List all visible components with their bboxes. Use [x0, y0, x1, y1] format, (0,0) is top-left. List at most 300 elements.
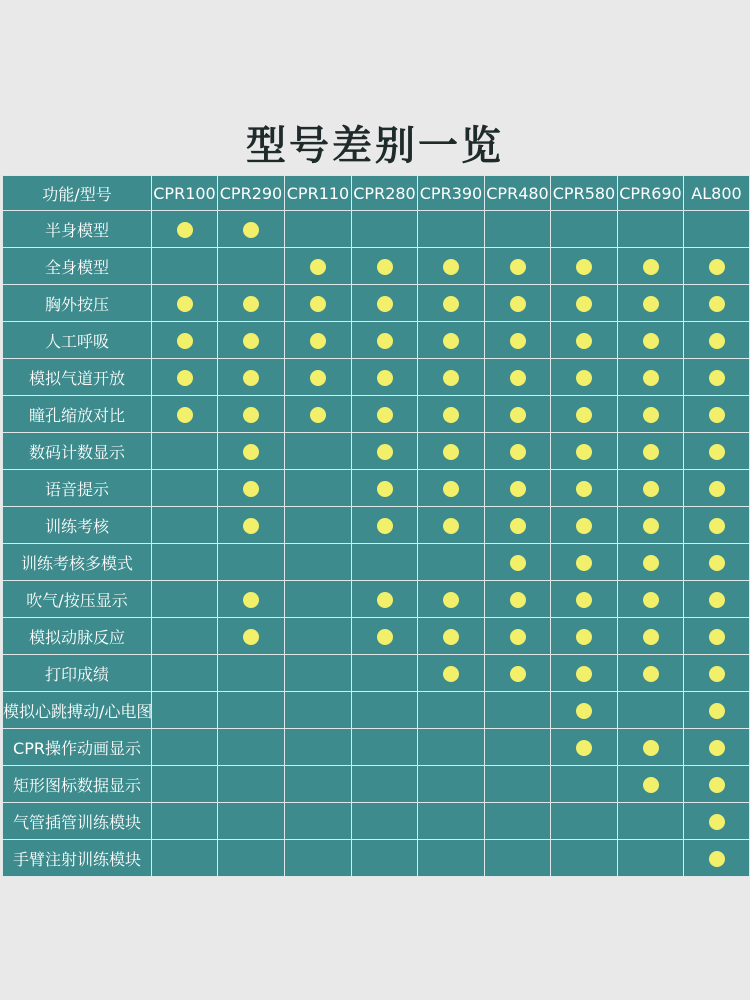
supported-dot-icon	[510, 407, 526, 423]
feature-cell	[551, 692, 618, 729]
feature-cell	[352, 285, 418, 322]
supported-dot-icon	[377, 444, 393, 460]
feature-cell	[684, 322, 750, 359]
feature-cell	[485, 470, 551, 507]
feature-cell	[485, 433, 551, 470]
supported-dot-icon	[377, 296, 393, 312]
feature-cell	[218, 433, 285, 470]
feature-cell	[218, 544, 285, 581]
feature-cell	[684, 581, 750, 618]
feature-label: 全身模型	[3, 248, 152, 285]
supported-dot-icon	[443, 259, 459, 275]
feature-cell	[352, 396, 418, 433]
supported-dot-icon	[709, 703, 725, 719]
supported-dot-icon	[709, 444, 725, 460]
feature-cell	[618, 581, 684, 618]
table-row	[3, 766, 750, 803]
feature-cell	[485, 655, 551, 692]
supported-dot-icon	[643, 666, 659, 682]
feature-label: 训练考核	[3, 507, 152, 544]
supported-dot-icon	[443, 333, 459, 349]
feature-label: 打印成绩	[3, 655, 152, 692]
feature-cell	[618, 655, 684, 692]
feature-cell	[618, 248, 684, 285]
feature-label: 训练考核多模式	[3, 544, 152, 581]
supported-dot-icon	[709, 518, 725, 534]
feature-cell	[485, 507, 551, 544]
model-header: CPR690	[618, 176, 684, 211]
supported-dot-icon	[377, 259, 393, 275]
supported-dot-icon	[709, 777, 725, 793]
supported-dot-icon	[643, 555, 659, 571]
supported-dot-icon	[709, 296, 725, 312]
supported-dot-icon	[443, 370, 459, 386]
supported-dot-icon	[510, 259, 526, 275]
model-header: CPR390	[418, 176, 485, 211]
feature-cell	[684, 285, 750, 322]
feature-cell	[352, 433, 418, 470]
feature-cell	[618, 729, 684, 766]
feature-cell	[485, 729, 551, 766]
feature-cell	[418, 729, 485, 766]
feature-cell	[285, 803, 352, 840]
supported-dot-icon	[709, 629, 725, 645]
model-header: AL800	[684, 176, 750, 211]
supported-dot-icon	[643, 740, 659, 756]
feature-column-header: 功能/型号	[3, 176, 152, 211]
feature-cell	[485, 766, 551, 803]
supported-dot-icon	[177, 222, 193, 238]
feature-cell	[485, 211, 551, 248]
feature-cell	[285, 433, 352, 470]
feature-label: 矩形图标数据显示	[3, 766, 152, 803]
feature-cell	[418, 359, 485, 396]
feature-cell	[152, 840, 218, 877]
feature-cell	[218, 507, 285, 544]
supported-dot-icon	[576, 518, 592, 534]
supported-dot-icon	[243, 333, 259, 349]
feature-cell	[285, 248, 352, 285]
feature-cell	[551, 359, 618, 396]
feature-cell	[618, 766, 684, 803]
supported-dot-icon	[310, 259, 326, 275]
table-row	[3, 729, 750, 766]
feature-cell	[485, 248, 551, 285]
table-row	[3, 544, 750, 581]
supported-dot-icon	[443, 666, 459, 682]
feature-cell	[684, 470, 750, 507]
table-row	[3, 803, 750, 840]
feature-cell	[485, 840, 551, 877]
supported-dot-icon	[643, 333, 659, 349]
model-header: CPR110	[285, 176, 352, 211]
feature-cell	[152, 322, 218, 359]
supported-dot-icon	[377, 370, 393, 386]
feature-cell	[418, 803, 485, 840]
feature-cell	[418, 470, 485, 507]
feature-cell	[418, 396, 485, 433]
table-row	[3, 655, 750, 692]
feature-cell	[551, 322, 618, 359]
feature-cell	[152, 766, 218, 803]
supported-dot-icon	[377, 481, 393, 497]
feature-label: 模拟动脉反应	[3, 618, 152, 655]
table-row	[3, 248, 750, 285]
supported-dot-icon	[243, 407, 259, 423]
supported-dot-icon	[510, 555, 526, 571]
feature-cell	[352, 618, 418, 655]
table-row	[3, 470, 750, 507]
feature-cell	[285, 618, 352, 655]
supported-dot-icon	[443, 481, 459, 497]
supported-dot-icon	[576, 740, 592, 756]
feature-cell	[618, 618, 684, 655]
feature-cell	[485, 544, 551, 581]
supported-dot-icon	[709, 370, 725, 386]
feature-cell	[485, 692, 551, 729]
feature-cell	[551, 840, 618, 877]
feature-cell	[152, 248, 218, 285]
feature-cell	[152, 507, 218, 544]
feature-cell	[684, 692, 750, 729]
supported-dot-icon	[377, 518, 393, 534]
feature-cell	[418, 211, 485, 248]
feature-label: 模拟心跳搏动/心电图	[3, 692, 152, 729]
feature-cell	[218, 840, 285, 877]
feature-cell	[551, 211, 618, 248]
feature-cell	[218, 211, 285, 248]
feature-cell	[152, 433, 218, 470]
feature-cell	[684, 359, 750, 396]
supported-dot-icon	[443, 444, 459, 460]
feature-cell	[684, 729, 750, 766]
supported-dot-icon	[443, 592, 459, 608]
supported-dot-icon	[643, 407, 659, 423]
feature-cell	[485, 803, 551, 840]
feature-cell	[551, 655, 618, 692]
feature-cell	[285, 359, 352, 396]
supported-dot-icon	[443, 518, 459, 534]
feature-cell	[352, 359, 418, 396]
feature-cell	[618, 211, 684, 248]
supported-dot-icon	[709, 592, 725, 608]
supported-dot-icon	[177, 333, 193, 349]
supported-dot-icon	[443, 296, 459, 312]
feature-cell	[551, 470, 618, 507]
feature-label: 人工呼吸	[3, 322, 152, 359]
feature-label: 数码计数显示	[3, 433, 152, 470]
feature-cell	[684, 803, 750, 840]
feature-cell	[618, 544, 684, 581]
feature-cell	[218, 285, 285, 322]
feature-cell	[418, 766, 485, 803]
supported-dot-icon	[510, 518, 526, 534]
model-header: CPR100	[152, 176, 218, 211]
supported-dot-icon	[709, 333, 725, 349]
feature-label: CPR操作动画显示	[3, 729, 152, 766]
supported-dot-icon	[576, 555, 592, 571]
supported-dot-icon	[576, 407, 592, 423]
feature-cell	[551, 729, 618, 766]
feature-cell	[152, 729, 218, 766]
supported-dot-icon	[643, 444, 659, 460]
feature-cell	[285, 285, 352, 322]
feature-cell	[218, 396, 285, 433]
feature-cell	[352, 729, 418, 766]
model-comparison-table	[2, 175, 750, 877]
feature-label: 胸外按压	[3, 285, 152, 322]
feature-cell	[218, 618, 285, 655]
feature-cell	[684, 840, 750, 877]
feature-cell	[218, 359, 285, 396]
supported-dot-icon	[310, 407, 326, 423]
feature-cell	[285, 322, 352, 359]
supported-dot-icon	[709, 666, 725, 682]
feature-cell	[618, 840, 684, 877]
feature-cell	[352, 581, 418, 618]
table-row	[3, 581, 750, 618]
supported-dot-icon	[643, 481, 659, 497]
supported-dot-icon	[243, 518, 259, 534]
feature-cell	[684, 766, 750, 803]
feature-cell	[551, 766, 618, 803]
supported-dot-icon	[243, 370, 259, 386]
supported-dot-icon	[709, 740, 725, 756]
feature-cell	[684, 433, 750, 470]
supported-dot-icon	[443, 407, 459, 423]
supported-dot-icon	[510, 444, 526, 460]
feature-cell	[285, 729, 352, 766]
feature-cell	[418, 322, 485, 359]
supported-dot-icon	[709, 481, 725, 497]
feature-cell	[218, 766, 285, 803]
supported-dot-icon	[643, 370, 659, 386]
feature-cell	[218, 470, 285, 507]
feature-cell	[618, 507, 684, 544]
feature-cell	[418, 618, 485, 655]
feature-cell	[285, 766, 352, 803]
model-header: CPR480	[485, 176, 551, 211]
supported-dot-icon	[310, 333, 326, 349]
feature-cell	[352, 322, 418, 359]
supported-dot-icon	[510, 592, 526, 608]
feature-cell	[551, 285, 618, 322]
supported-dot-icon	[377, 629, 393, 645]
supported-dot-icon	[709, 814, 725, 830]
feature-cell	[618, 322, 684, 359]
supported-dot-icon	[510, 481, 526, 497]
feature-cell	[352, 840, 418, 877]
feature-cell	[551, 396, 618, 433]
supported-dot-icon	[177, 370, 193, 386]
supported-dot-icon	[643, 518, 659, 534]
feature-cell	[152, 544, 218, 581]
feature-cell	[285, 692, 352, 729]
feature-cell	[684, 544, 750, 581]
supported-dot-icon	[510, 370, 526, 386]
feature-cell	[551, 803, 618, 840]
table-row	[3, 618, 750, 655]
table-row	[3, 322, 750, 359]
supported-dot-icon	[510, 296, 526, 312]
feature-cell	[551, 248, 618, 285]
feature-cell	[285, 507, 352, 544]
feature-cell	[218, 803, 285, 840]
table-row	[3, 840, 750, 877]
feature-cell	[152, 692, 218, 729]
supported-dot-icon	[377, 407, 393, 423]
supported-dot-icon	[576, 481, 592, 497]
feature-cell	[618, 396, 684, 433]
feature-cell	[352, 470, 418, 507]
feature-cell	[352, 248, 418, 285]
feature-cell	[152, 655, 218, 692]
header-row	[3, 176, 750, 211]
feature-cell	[218, 322, 285, 359]
feature-cell	[352, 803, 418, 840]
feature-label: 吹气/按压显示	[3, 581, 152, 618]
supported-dot-icon	[643, 629, 659, 645]
supported-dot-icon	[709, 851, 725, 867]
supported-dot-icon	[510, 333, 526, 349]
table-row	[3, 396, 750, 433]
feature-label: 手臂注射训练模块	[3, 840, 152, 877]
feature-cell	[218, 692, 285, 729]
feature-cell	[618, 692, 684, 729]
supported-dot-icon	[310, 370, 326, 386]
feature-cell	[485, 322, 551, 359]
supported-dot-icon	[643, 777, 659, 793]
supported-dot-icon	[576, 333, 592, 349]
table-row	[3, 359, 750, 396]
supported-dot-icon	[177, 407, 193, 423]
feature-cell	[618, 803, 684, 840]
supported-dot-icon	[377, 333, 393, 349]
model-header: CPR280	[352, 176, 418, 211]
supported-dot-icon	[510, 629, 526, 645]
feature-cell	[152, 618, 218, 655]
feature-label: 瞳孔缩放对比	[3, 396, 152, 433]
feature-cell	[218, 655, 285, 692]
supported-dot-icon	[576, 259, 592, 275]
feature-label: 气管插管训练模块	[3, 803, 152, 840]
table-row	[3, 507, 750, 544]
feature-cell	[684, 211, 750, 248]
supported-dot-icon	[709, 555, 725, 571]
feature-cell	[152, 581, 218, 618]
feature-cell	[418, 433, 485, 470]
feature-rows	[3, 211, 750, 877]
feature-cell	[485, 285, 551, 322]
feature-label: 半身模型	[3, 211, 152, 248]
model-header: CPR580	[551, 176, 618, 211]
feature-cell	[485, 359, 551, 396]
supported-dot-icon	[576, 629, 592, 645]
supported-dot-icon	[243, 222, 259, 238]
feature-cell	[551, 507, 618, 544]
feature-cell	[418, 507, 485, 544]
feature-cell	[152, 396, 218, 433]
feature-cell	[551, 581, 618, 618]
supported-dot-icon	[443, 629, 459, 645]
supported-dot-icon	[243, 481, 259, 497]
supported-dot-icon	[243, 296, 259, 312]
table-row	[3, 285, 750, 322]
feature-cell	[352, 692, 418, 729]
feature-cell	[418, 581, 485, 618]
feature-cell	[152, 211, 218, 248]
feature-cell	[418, 655, 485, 692]
feature-cell	[285, 396, 352, 433]
feature-cell	[152, 285, 218, 322]
feature-cell	[684, 507, 750, 544]
feature-cell	[485, 396, 551, 433]
supported-dot-icon	[576, 370, 592, 386]
supported-dot-icon	[177, 296, 193, 312]
model-header: CPR290	[218, 176, 285, 211]
feature-cell	[418, 248, 485, 285]
supported-dot-icon	[576, 592, 592, 608]
feature-cell	[551, 618, 618, 655]
feature-cell	[418, 544, 485, 581]
feature-cell	[418, 692, 485, 729]
supported-dot-icon	[643, 259, 659, 275]
feature-cell	[218, 581, 285, 618]
feature-cell	[152, 803, 218, 840]
page-title: 型号差别一览	[246, 123, 504, 169]
supported-dot-icon	[643, 592, 659, 608]
feature-cell	[684, 618, 750, 655]
supported-dot-icon	[576, 296, 592, 312]
feature-cell	[218, 729, 285, 766]
feature-cell	[218, 248, 285, 285]
supported-dot-icon	[709, 407, 725, 423]
supported-dot-icon	[377, 592, 393, 608]
feature-cell	[485, 581, 551, 618]
feature-cell	[618, 359, 684, 396]
table-row	[3, 692, 750, 729]
supported-dot-icon	[510, 666, 526, 682]
feature-cell	[285, 581, 352, 618]
feature-cell	[285, 655, 352, 692]
supported-dot-icon	[576, 444, 592, 460]
feature-cell	[152, 359, 218, 396]
feature-cell	[684, 655, 750, 692]
feature-label: 模拟气道开放	[3, 359, 152, 396]
supported-dot-icon	[576, 703, 592, 719]
table-row	[3, 433, 750, 470]
feature-cell	[285, 840, 352, 877]
feature-cell	[418, 840, 485, 877]
supported-dot-icon	[709, 259, 725, 275]
feature-cell	[352, 655, 418, 692]
feature-label: 语音提示	[3, 470, 152, 507]
feature-cell	[285, 544, 352, 581]
supported-dot-icon	[243, 592, 259, 608]
feature-cell	[551, 433, 618, 470]
supported-dot-icon	[243, 629, 259, 645]
feature-cell	[285, 211, 352, 248]
feature-cell	[684, 248, 750, 285]
supported-dot-icon	[243, 444, 259, 460]
supported-dot-icon	[643, 296, 659, 312]
feature-cell	[485, 618, 551, 655]
feature-cell	[285, 470, 352, 507]
feature-cell	[618, 470, 684, 507]
feature-cell	[551, 544, 618, 581]
feature-cell	[352, 507, 418, 544]
table-row	[3, 211, 750, 248]
